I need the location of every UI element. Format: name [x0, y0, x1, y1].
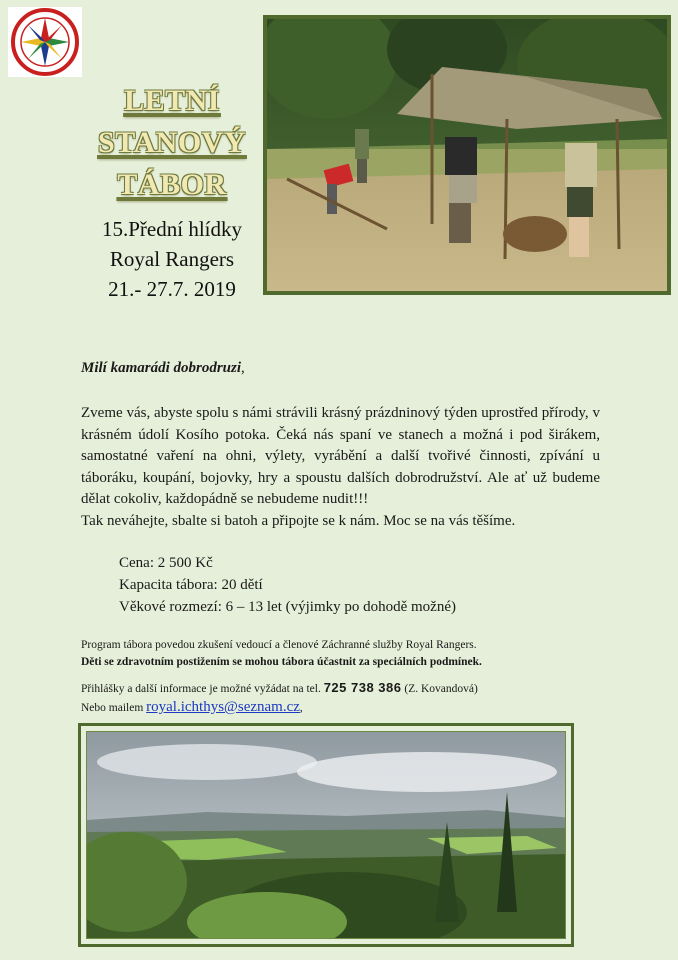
- email-line: [81, 699, 303, 716]
- intro-paragraph: Zveme vás, abyste spolu s námi strávili krásný prázdninový týden uprostřed přírody, v krásném údolí Kosího potoka. Čeká nás spaní ve stanech a možná i pod širákem, samostatné vaření na ohni, výlety, vyrábění a další tvořivé činnosti, zpívání u táboráku, koupání, bojovky, hry a spoustu dalších dobrodružství. Ale ať už budeme dělat cokoliv, každopádně se nebudeme nudit!!!: [81, 405, 600, 507]
- phone-number: 725 738 386: [323, 680, 402, 695]
- email-prefix: Nebo mailem: [81, 702, 144, 714]
- email-link[interactable]: royal.ichthys@seznam.cz: [146, 699, 300, 715]
- body-text: [81, 403, 600, 532]
- detail-age-range: Věkové rozmezí: 6 – 13 let (výjimky po dohodě možné): [119, 599, 456, 615]
- title-block: [72, 80, 272, 304]
- camp-photo: [263, 15, 671, 295]
- camp-details: [119, 552, 456, 618]
- subtitle-dates: 21.- 27.7. 2019: [108, 277, 236, 301]
- contact-prefix: Přihlášky a další informace je možné vyžádat na tel.: [81, 683, 321, 695]
- detail-capacity: Kapacita tábora: 20 dětí: [119, 577, 263, 593]
- program-note: Program tábora povedou zkušení vedoucí a členové Záchranné služby Royal Rangers.: [81, 639, 477, 651]
- contact-line: [81, 680, 478, 697]
- contact-person: (Z. Kovandová): [404, 683, 478, 695]
- invitation-paragraph: Tak neváhejte, sbalte si batoh a připojte se k nám. Moc se na vás těšíme.: [81, 512, 516, 529]
- title-line-3: TÁBOR: [117, 168, 227, 201]
- greeting-text: Milí kamarádi dobrodruzi: [81, 360, 242, 376]
- subtitle-organization: Royal Rangers: [109, 247, 235, 271]
- compass-star-icon: [10, 8, 80, 76]
- royal-rangers-logo: [8, 7, 82, 77]
- landscape-photo: [78, 723, 574, 947]
- email-suffix: ,: [299, 702, 303, 714]
- greeting-comma: ,: [241, 360, 245, 376]
- greeting: [81, 360, 245, 377]
- title-line-2: STANOVÝ: [98, 126, 246, 159]
- health-note: Děti se zdravotním postižením se mohou tábora účastnit za speciálních podmínek.: [81, 656, 482, 668]
- detail-price: Cena: 2 500 Kč: [119, 555, 213, 571]
- subtitle-group: 15.Přední hlídky: [102, 217, 242, 241]
- title-line-1: LETNÍ: [124, 84, 220, 117]
